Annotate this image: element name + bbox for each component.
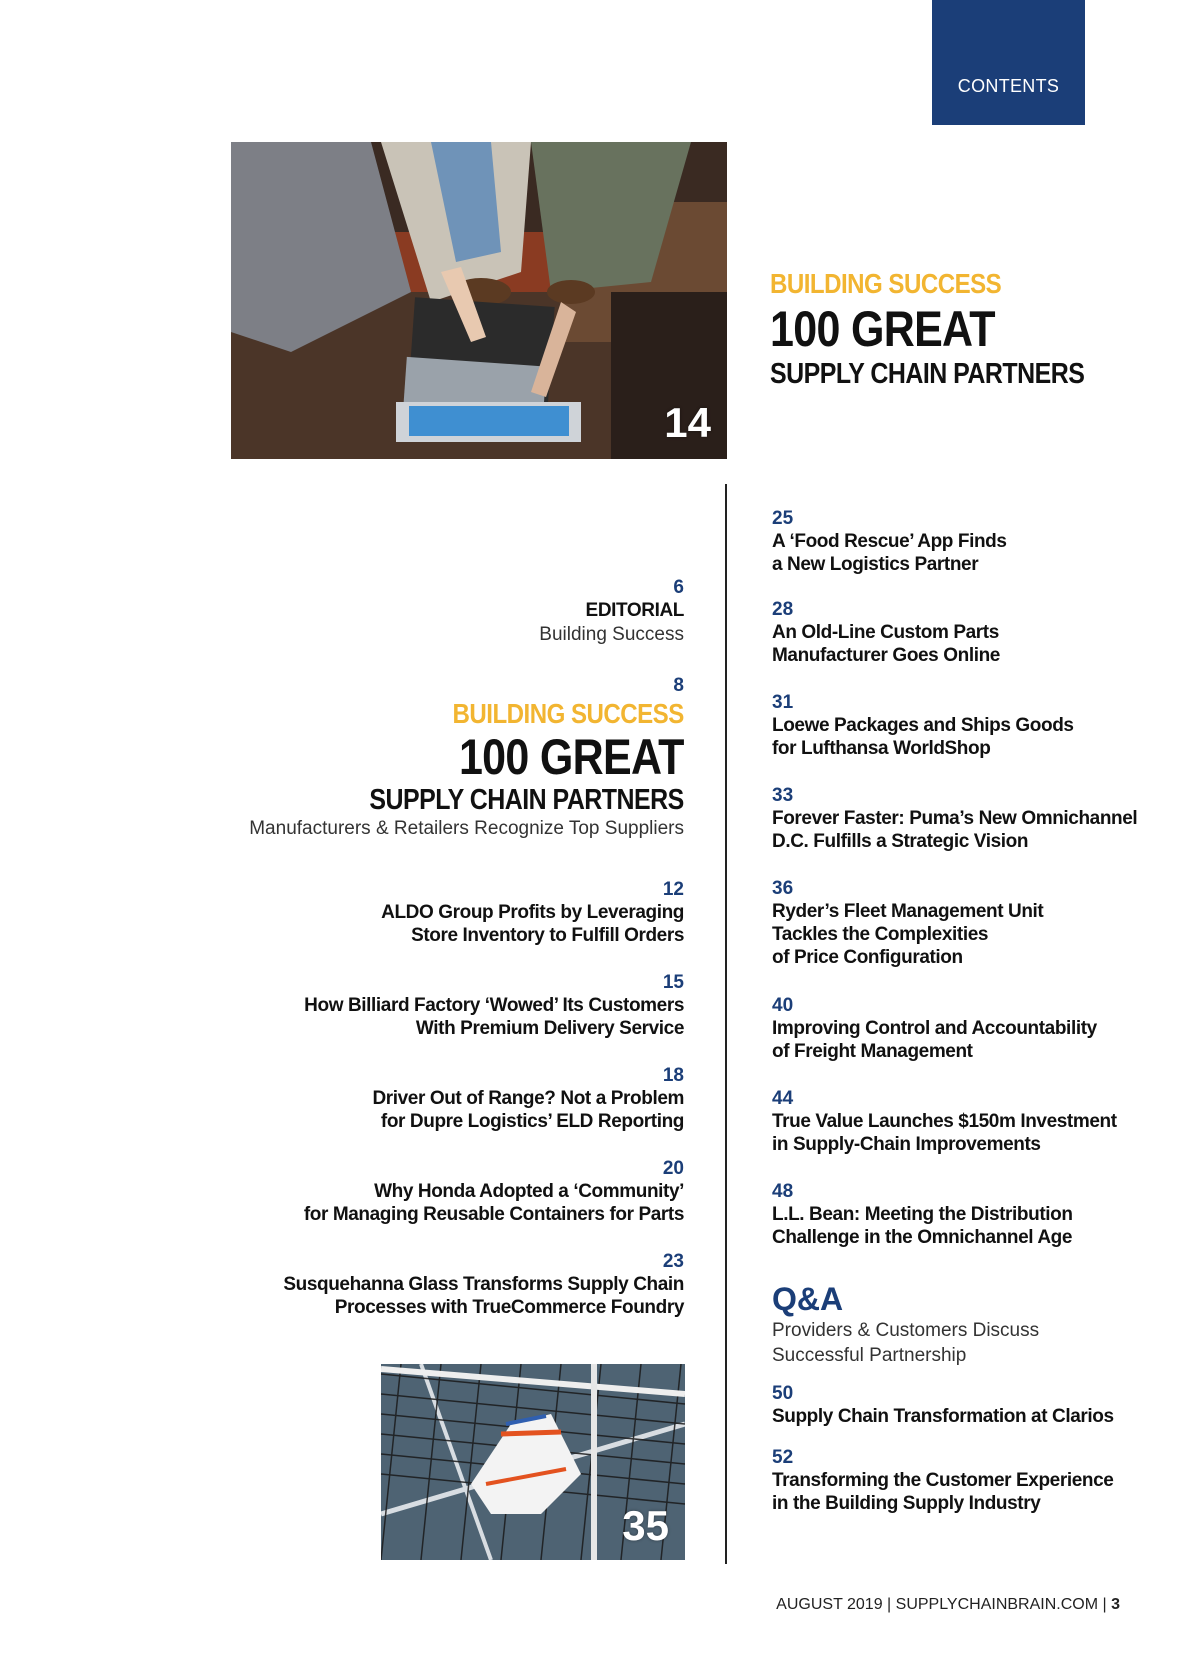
- toc-page-number: 20: [662, 1158, 684, 1179]
- feature-subhead: SUPPLY CHAIN PARTNERS: [770, 358, 1085, 390]
- cover-kicker: BUILDING SUCCESS: [452, 698, 684, 729]
- feature-headline: 100 GREAT: [770, 301, 995, 357]
- toc-title-line: Challenge in the Omnichannel Age: [772, 1227, 1073, 1248]
- qa-section-header[interactable]: [772, 1280, 1039, 1368]
- page-footer: [776, 1596, 1120, 1614]
- cover-headline: 100 GREAT: [459, 729, 684, 785]
- toc-page-number: 8: [673, 675, 684, 696]
- toc-page-number: 18: [662, 1065, 684, 1086]
- footer-text: AUGUST 2019 | SUPPLYCHAINBRAIN.COM |: [776, 1596, 1112, 1613]
- toc-page-number: 28: [772, 599, 794, 620]
- tennis-photo-page-number: 35: [622, 1502, 669, 1549]
- feature-kicker: BUILDING SUCCESS: [770, 268, 1002, 299]
- toc-page-number: 31: [772, 692, 794, 713]
- laptop-group-illustration: [231, 142, 727, 459]
- toc-title-line: An Old-Line Custom Parts: [772, 622, 999, 643]
- toc-page-number: 15: [662, 972, 684, 993]
- toc-entry[interactable]: [772, 691, 1074, 760]
- toc-page-number: 6: [673, 577, 684, 598]
- toc-title-line: Why Honda Adopted a ‘Community’: [374, 1181, 684, 1202]
- toc-title-line: Forever Faster: Puma’s New Omnichannel: [772, 808, 1138, 829]
- toc-title-line: D.C. Fulfills a Strategic Vision: [772, 831, 1029, 852]
- footer-page-number: 3: [1111, 1596, 1120, 1613]
- toc-title: EDITORIAL: [585, 600, 684, 621]
- toc-entry[interactable]: [772, 507, 1007, 576]
- toc-title-line: Tackles the Complexities: [772, 924, 989, 945]
- tennis-net-photo: [381, 1364, 685, 1560]
- toc-entry[interactable]: [772, 994, 1097, 1063]
- feature-photo-page-number: 14: [664, 399, 711, 446]
- toc-page-number: 23: [662, 1251, 684, 1272]
- toc-title-line: for Dupre Logistics’ ELD Reporting: [380, 1111, 684, 1132]
- toc-page-number: 33: [772, 785, 794, 806]
- toc-description: Building Success: [539, 624, 684, 645]
- toc-title-line: True Value Launches $150m Investment: [772, 1111, 1117, 1132]
- toc-title-line: in Supply-Chain Improvements: [772, 1134, 1041, 1155]
- toc-title-line: a New Logistics Partner: [772, 554, 979, 575]
- toc-title-line: Improving Control and Accountability: [772, 1018, 1097, 1039]
- toc-entry[interactable]: [372, 1064, 684, 1133]
- toc-title-line: Driver Out of Range? Not a Problem: [372, 1088, 684, 1109]
- toc-title-line: ALDO Group Profits by Leveraging: [381, 902, 684, 923]
- cover-subhead: SUPPLY CHAIN PARTNERS: [369, 784, 684, 816]
- toc-page-number: 25: [772, 508, 794, 529]
- toc-entry[interactable]: [772, 1446, 1113, 1515]
- qa-description-line: Providers & Customers Discuss: [772, 1320, 1040, 1341]
- toc-title-line: Susquehanna Glass Transforms Supply Chain: [283, 1274, 684, 1295]
- toc-title-line: With Premium Delivery Service: [415, 1018, 684, 1039]
- toc-entry[interactable]: [381, 878, 684, 947]
- toc-entry[interactable]: [772, 598, 1000, 667]
- toc-title-line: Manufacturer Goes Online: [772, 645, 1000, 666]
- qa-description-line: Successful Partnership: [772, 1345, 967, 1366]
- toc-entry[interactable]: [772, 1087, 1117, 1156]
- toc-page-number: 52: [772, 1447, 794, 1468]
- toc-entry[interactable]: [772, 784, 1137, 853]
- feature-headline-block[interactable]: [770, 266, 1100, 392]
- toc-title-line: of Freight Management: [772, 1041, 973, 1062]
- toc-title-line: for Managing Reusable Containers for Parts: [303, 1204, 684, 1225]
- toc-title-line: for Lufthansa WorldShop: [772, 738, 991, 759]
- toc-page-number: 50: [772, 1383, 794, 1404]
- toc-entry-cover-story[interactable]: [249, 674, 684, 841]
- toc-page-number: 36: [772, 878, 794, 899]
- toc-page-number: 12: [662, 879, 684, 900]
- toc-entry[interactable]: [772, 1382, 1114, 1428]
- toc-entry[interactable]: [772, 1180, 1073, 1249]
- section-tab: [932, 0, 1085, 125]
- toc-page-number: 48: [772, 1181, 794, 1202]
- toc-title-line: Loewe Packages and Ships Goods: [772, 715, 1074, 736]
- toc-title-line: Transforming the Customer Experience: [772, 1470, 1114, 1491]
- section-tab-label: CONTENTS: [957, 76, 1060, 96]
- toc-title-line: A ‘Food Rescue’ App Finds: [772, 531, 1007, 552]
- toc-description: Manufacturers & Retailers Recognize Top Suppliers: [249, 818, 684, 839]
- toc-title-line: L.L. Bean: Meeting the Distribution: [772, 1204, 1073, 1225]
- toc-entry[interactable]: [304, 1157, 684, 1226]
- toc-title-line: Supply Chain Transformation at Clarios: [772, 1406, 1114, 1427]
- toc-page-number: 40: [772, 995, 794, 1016]
- toc-page-number: 44: [772, 1088, 794, 1109]
- toc-entry[interactable]: [283, 1250, 684, 1319]
- toc-entry[interactable]: [772, 877, 1043, 969]
- column-divider: [725, 484, 727, 1564]
- toc-title-line: in the Building Supply Industry: [772, 1493, 1041, 1514]
- toc-title-line: of Price Configuration: [772, 947, 963, 968]
- toc-title-line: Ryder’s Fleet Management Unit: [772, 901, 1044, 922]
- qa-description: [772, 1318, 1039, 1368]
- toc-title-line: How Billiard Factory ‘Wowed’ Its Customers: [304, 995, 684, 1016]
- feature-photo: [231, 142, 727, 459]
- toc-entry[interactable]: [304, 971, 684, 1040]
- toc-entry-editorial[interactable]: [539, 576, 684, 647]
- qa-title: Q&A: [772, 1281, 844, 1317]
- toc-title-line: Processes with TrueCommerce Foundry: [334, 1297, 684, 1318]
- toc-title-line: Store Inventory to Fulfill Orders: [411, 925, 684, 946]
